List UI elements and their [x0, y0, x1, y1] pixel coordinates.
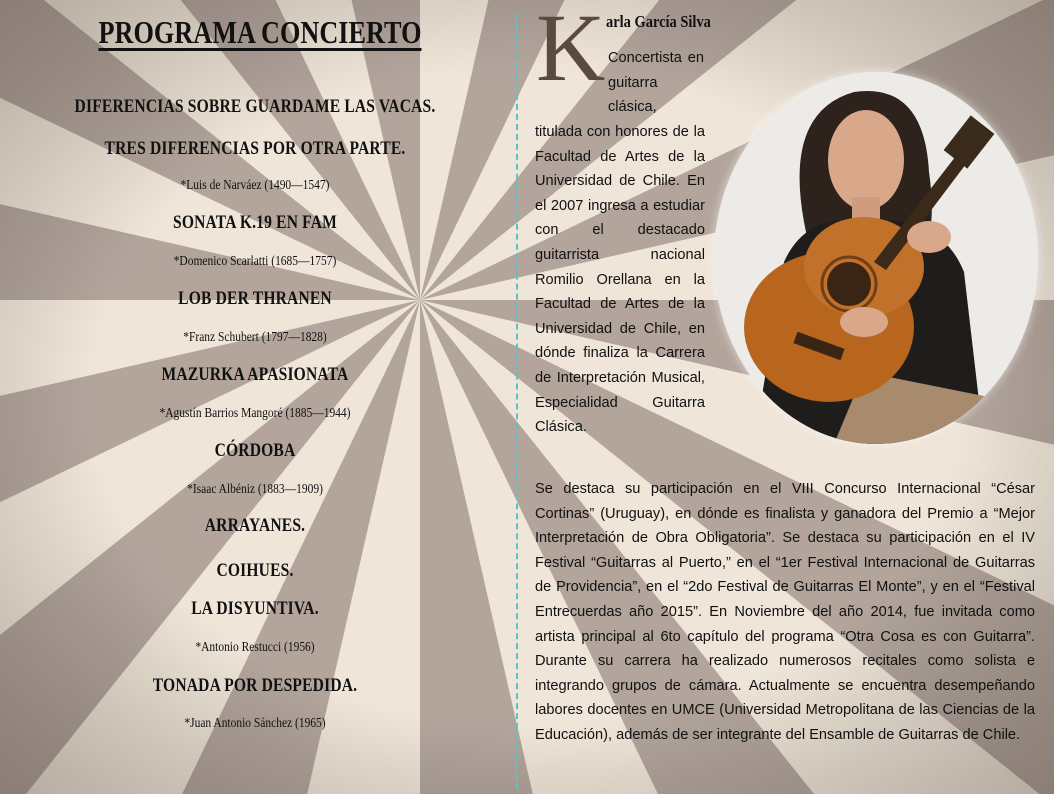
program-piece: TRES DIFERENCIAS POR OTRA PARTE. — [104, 138, 406, 159]
program-piece: CÓRDOBA — [214, 440, 296, 461]
program-piece: ARRAYANES. — [204, 515, 306, 536]
program-composer: *Domenico Scarlatti (1685—1757) — [173, 254, 337, 269]
artist-name: arla García Silva — [606, 12, 711, 31]
program-piece: LA DISYUNTIVA. — [191, 598, 319, 619]
dashed-divider — [516, 14, 518, 789]
program-piece: DIFERENCIAS SOBRE GUARDAME LAS VACAS. — [74, 96, 436, 117]
program-title: PROGRAMA CONCIERTO — [98, 14, 422, 50]
program-piece: SONATA K.19 EN FAM — [173, 212, 337, 233]
artist-photo — [714, 72, 1038, 444]
program-composer: *Luis de Narváez (1490—1547) — [180, 178, 330, 193]
program-piece: TONADA POR DESPEDIDA. — [152, 675, 358, 696]
bio-paragraph-career: Se destaca su participación en el VIII Concurso Internacional “César Cortinas” (Uruguay), en dónde es finalista y ganadora del Premio a “Mejor Interpretación de Obra Obligatoria”. Se destaca su participación en el IV Festival “Guitarras al Puerto,” en el “1er Festival Internacional de Guitarras de Providencia”, en el “2do Festival de Guitarras El Monte”, y en el “Festival Entrecuerdas año 2015”. En Noviembre del año 2014, fue invitada como artista principal al 6to capítulo del programa “Otra Cosa es con Guitarra”. Durante su carrera ha realizado numerosos recitales como solista e integrando grupos de cámara. Actualmente se encuentra desempeñando labores docentes en UMCE (Universidad Metropolitana de las Ciencias de la Educación), además de ser integrante del Ensamble de Guitarras de Chile. — [535, 481, 1035, 743]
program-piece: MAZURKA APASIONATA — [161, 364, 349, 385]
program-piece: LOB DER THRANEN — [178, 288, 332, 309]
bio-paragraph-intro: Concertista en guitarra clásica, — [608, 50, 704, 116]
program-composer: *Franz Schubert (1797—1828) — [183, 330, 327, 345]
program-composer: *Agustín Barrios Mangoré (1885—1944) — [159, 406, 351, 421]
program-composer: *Juan Antonio Sánchez (1965) — [184, 716, 326, 731]
drop-cap: K — [536, 0, 606, 101]
program-panel — [0, 0, 510, 794]
bio-paragraph-education: titulada con honores de la Facultad de Artes de la Universidad de Chile. En el 2007 ingresa a estudiar con el destacado guitarrista nacional Romilio Orellana en la Facultad de Artes de la Universidad de Chile, en dónde finaliza la Carrera de Interpretación Musical, Especialidad Guitarra Clásica. — [535, 124, 705, 436]
program-composer: *Isaac Albéniz (1883—1909) — [187, 482, 323, 497]
program-piece: COIHUES. — [216, 560, 294, 581]
program-composer: *Antonio Restucci (1956) — [195, 640, 315, 655]
